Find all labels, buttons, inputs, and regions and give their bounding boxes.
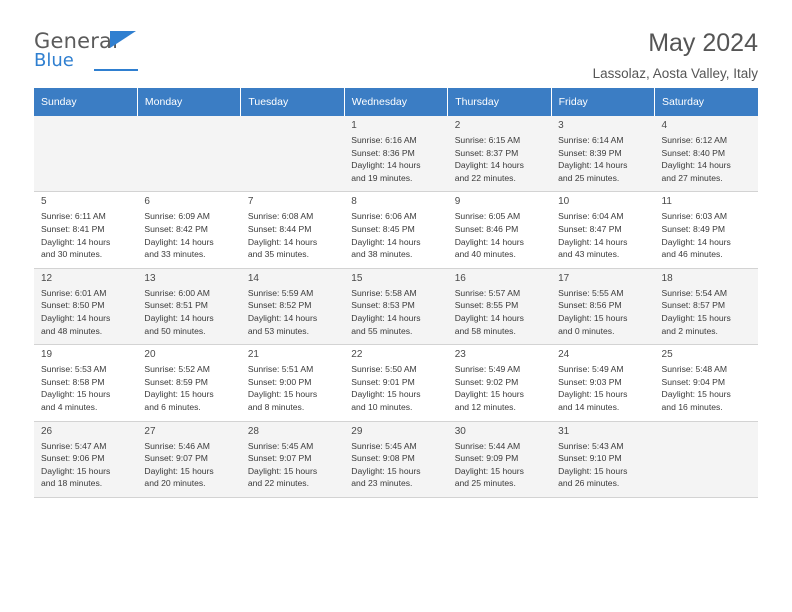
calendar-day-cell-empty xyxy=(241,116,344,192)
daylight-text: Daylight: 15 hours xyxy=(558,312,628,323)
sunrise-text: Sunrise: 6:06 AM xyxy=(351,211,417,222)
day-number: 20 xyxy=(144,349,156,361)
day-number: 17 xyxy=(558,272,570,284)
sunset-text: Sunset: 8:37 PM xyxy=(454,147,519,158)
sunset-text: Sunset: 8:51 PM xyxy=(144,300,208,311)
day-number: 30 xyxy=(454,425,466,437)
calendar-day-cell xyxy=(137,268,240,344)
sunset-text: Sunset: 8:36 PM xyxy=(351,147,415,158)
day-number: 10 xyxy=(558,196,570,208)
sunrise-text: Sunrise: 6:11 AM xyxy=(41,211,106,222)
daylight-text: and 10 minutes. xyxy=(351,401,413,412)
daylight-text: Daylight: 15 hours xyxy=(661,312,731,323)
sunset-text: Sunset: 8:52 PM xyxy=(247,300,312,311)
daylight-text: Daylight: 15 hours xyxy=(454,389,524,400)
daylight-text: and 33 minutes. xyxy=(144,249,206,260)
daylight-text: Daylight: 14 hours xyxy=(351,160,421,171)
day-number: 12 xyxy=(41,272,53,284)
calendar-day-cell xyxy=(551,116,654,192)
calendar-day-cell xyxy=(551,268,654,344)
daylight-text: Daylight: 15 hours xyxy=(454,465,524,476)
calendar-day-cell xyxy=(34,192,137,268)
calendar-body xyxy=(34,116,758,497)
calendar-week-row xyxy=(34,116,758,192)
daylight-text: and 2 minutes. xyxy=(661,325,718,336)
calendar-day-cell xyxy=(137,192,240,268)
calendar-day-cell xyxy=(655,345,758,421)
daylight-text: and 8 minutes. xyxy=(247,401,305,412)
daylight-text: and 20 minutes. xyxy=(144,478,206,489)
daylight-text: and 48 minutes. xyxy=(41,325,103,336)
day-number: 7 xyxy=(247,196,254,208)
sunset-text: Sunset: 9:02 PM xyxy=(454,376,519,387)
logo-text-blue: Blue xyxy=(34,50,74,71)
sunset-text: Sunset: 8:47 PM xyxy=(558,223,622,234)
sunrise-text: Sunrise: 5:47 AM xyxy=(41,440,107,451)
sunset-text: Sunset: 8:50 PM xyxy=(41,300,105,311)
sunset-text: Sunset: 9:10 PM xyxy=(558,453,622,464)
calendar-day-cell xyxy=(448,192,551,268)
sunrise-text: Sunrise: 6:16 AM xyxy=(351,135,417,145)
sunset-text: Sunset: 8:58 PM xyxy=(41,376,105,387)
calendar-week-row xyxy=(34,268,758,344)
weekday-header-tuesday: Tuesday xyxy=(241,88,344,116)
sunset-text: Sunset: 9:08 PM xyxy=(351,453,415,464)
calendar-day-cell xyxy=(241,192,344,268)
sunrise-text: Sunrise: 6:01 AM xyxy=(41,287,107,298)
daylight-text: and 22 minutes. xyxy=(454,172,516,183)
sunset-text: Sunset: 9:03 PM xyxy=(558,376,622,387)
calendar-day-cell xyxy=(34,421,137,497)
sunset-text: Sunset: 9:00 PM xyxy=(247,376,312,387)
daylight-text: Daylight: 15 hours xyxy=(144,389,214,400)
sunset-text: Sunset: 9:01 PM xyxy=(351,376,415,387)
sunset-text: Sunset: 8:45 PM xyxy=(351,223,415,234)
calendar-day-cell xyxy=(241,268,344,344)
daylight-text: and 43 minutes. xyxy=(558,249,620,260)
daylight-text: and 25 minutes. xyxy=(454,478,516,489)
sunset-text: Sunset: 8:44 PM xyxy=(247,223,312,234)
daylight-text: Daylight: 15 hours xyxy=(247,389,318,400)
day-number: 13 xyxy=(144,272,156,284)
daylight-text: and 55 minutes. xyxy=(351,325,413,336)
sunrise-text: Sunrise: 5:57 AM xyxy=(454,287,521,298)
daylight-text: Daylight: 14 hours xyxy=(558,236,628,247)
daylight-text: Daylight: 14 hours xyxy=(144,312,214,323)
daylight-text: and 26 minutes. xyxy=(558,478,620,489)
calendar-day-cell xyxy=(551,421,654,497)
daylight-text: Daylight: 14 hours xyxy=(41,312,111,323)
daylight-text: and 50 minutes. xyxy=(144,325,206,336)
daylight-text: Daylight: 14 hours xyxy=(454,312,524,323)
sunset-text: Sunset: 8:39 PM xyxy=(558,147,622,158)
weekday-header-monday: Monday xyxy=(137,88,240,116)
daylight-text: and 27 minutes. xyxy=(661,172,723,183)
calendar-day-cell xyxy=(241,345,344,421)
daylight-text: and 23 minutes. xyxy=(351,478,413,489)
sunset-text: Sunset: 9:07 PM xyxy=(247,453,312,464)
daylight-text: and 58 minutes. xyxy=(454,325,516,336)
day-number: 11 xyxy=(661,196,672,208)
weekday-header-row xyxy=(34,88,758,116)
calendar-day-cell xyxy=(448,268,551,344)
sunrise-text: Sunrise: 5:54 AM xyxy=(661,287,727,298)
calendar-day-cell xyxy=(655,116,758,192)
sunset-text: Sunset: 8:57 PM xyxy=(661,300,726,311)
calendar-day-cell xyxy=(34,268,137,344)
sunrise-text: Sunrise: 5:49 AM xyxy=(454,364,521,375)
sunrise-text: Sunrise: 5:43 AM xyxy=(558,440,624,451)
day-number: 8 xyxy=(351,196,357,208)
page-title: May 2024 xyxy=(648,29,758,57)
day-number: 24 xyxy=(558,349,570,361)
sunrise-text: Sunrise: 5:52 AM xyxy=(144,364,210,375)
sunset-text: Sunset: 9:04 PM xyxy=(661,376,726,387)
daylight-text: Daylight: 15 hours xyxy=(558,465,628,476)
calendar-day-cell xyxy=(448,421,551,497)
sunrise-text: Sunrise: 5:59 AM xyxy=(247,287,314,298)
day-number: 26 xyxy=(41,425,53,437)
daylight-text: Daylight: 14 hours xyxy=(247,312,318,323)
calendar-day-cell xyxy=(344,268,447,344)
sunrise-text: Sunrise: 6:12 AM xyxy=(661,135,727,145)
calendar-day-cell xyxy=(34,345,137,421)
daylight-text: Daylight: 15 hours xyxy=(41,465,111,476)
daylight-text: and 16 minutes. xyxy=(661,401,723,412)
daylight-text: Daylight: 15 hours xyxy=(661,389,731,400)
sunrise-text: Sunrise: 6:15 AM xyxy=(454,135,521,145)
day-number: 16 xyxy=(454,272,466,284)
sunset-text: Sunset: 9:06 PM xyxy=(41,453,105,464)
blue-flag-icon xyxy=(110,31,136,48)
sunrise-text: Sunrise: 5:48 AM xyxy=(661,364,727,375)
sunrise-text: Sunrise: 6:04 AM xyxy=(558,211,624,222)
daylight-text: Daylight: 15 hours xyxy=(351,465,421,476)
weekday-header-friday: Friday xyxy=(551,88,654,116)
day-number: 14 xyxy=(247,272,259,284)
daylight-text: and 22 minutes. xyxy=(247,478,309,489)
day-number: 28 xyxy=(247,425,259,437)
calendar-day-cell-empty xyxy=(137,116,240,192)
daylight-text: and 19 minutes. xyxy=(351,172,413,183)
sunrise-text: Sunrise: 5:58 AM xyxy=(351,287,417,298)
daylight-text: and 38 minutes. xyxy=(351,249,413,260)
daylight-text: Daylight: 14 hours xyxy=(247,236,318,247)
day-number: 23 xyxy=(454,349,466,361)
calendar-day-cell xyxy=(344,116,447,192)
sunrise-text: Sunrise: 6:09 AM xyxy=(144,211,210,222)
weekday-header-sunday: Sunday xyxy=(34,88,137,116)
daylight-text: and 35 minutes. xyxy=(247,249,309,260)
day-number: 2 xyxy=(454,120,461,131)
calendar-week-row xyxy=(34,192,758,268)
sunset-text: Sunset: 8:56 PM xyxy=(558,300,622,311)
sunrise-text: Sunrise: 5:44 AM xyxy=(454,440,521,451)
logo-text-general: General xyxy=(34,29,119,53)
calendar-week-row xyxy=(34,345,758,421)
logo[interactable] xyxy=(34,28,154,70)
sunrise-text: Sunrise: 5:51 AM xyxy=(247,364,314,375)
calendar-day-cell-empty xyxy=(655,421,758,497)
weekday-header-thursday: Thursday xyxy=(448,88,551,116)
daylight-text: and 53 minutes. xyxy=(247,325,309,336)
daylight-text: and 25 minutes. xyxy=(558,172,620,183)
daylight-text: Daylight: 14 hours xyxy=(351,236,421,247)
day-number: 31 xyxy=(558,425,570,437)
daylight-text: and 4 minutes. xyxy=(41,401,98,412)
sunrise-text: Sunrise: 5:45 AM xyxy=(351,440,417,451)
calendar-day-cell xyxy=(344,345,447,421)
daylight-text: Daylight: 15 hours xyxy=(247,465,318,476)
daylight-text: Daylight: 14 hours xyxy=(661,160,731,171)
daylight-text: Daylight: 15 hours xyxy=(144,465,214,476)
sunset-text: Sunset: 8:41 PM xyxy=(41,223,105,234)
daylight-text: and 40 minutes. xyxy=(454,249,516,260)
day-number: 3 xyxy=(558,120,564,131)
daylight-text: and 0 minutes. xyxy=(558,325,615,336)
calendar-day-cell xyxy=(137,421,240,497)
daylight-text: Daylight: 14 hours xyxy=(41,236,111,247)
daylight-text: and 30 minutes. xyxy=(41,249,103,260)
sunset-text: Sunset: 9:09 PM xyxy=(454,453,519,464)
daylight-text: Daylight: 14 hours xyxy=(454,236,524,247)
weekday-header-saturday: Saturday xyxy=(655,88,758,116)
sunrise-text: Sunrise: 5:55 AM xyxy=(558,287,624,298)
daylight-text: and 6 minutes. xyxy=(144,401,201,412)
day-number: 27 xyxy=(144,425,156,437)
calendar-day-cell xyxy=(655,268,758,344)
calendar-day-cell-empty xyxy=(34,116,137,192)
page-header xyxy=(34,0,758,81)
day-number: 19 xyxy=(41,349,53,361)
sunrise-text: Sunrise: 6:00 AM xyxy=(144,287,210,298)
sunrise-text: Sunrise: 6:08 AM xyxy=(247,211,314,222)
day-number: 15 xyxy=(351,272,363,284)
day-number: 29 xyxy=(351,425,363,437)
day-number: 1 xyxy=(351,120,357,131)
sunset-text: Sunset: 9:07 PM xyxy=(144,453,208,464)
calendar-day-cell xyxy=(137,345,240,421)
day-number: 21 xyxy=(247,349,259,361)
day-number: 22 xyxy=(351,349,363,361)
day-number: 6 xyxy=(144,196,150,208)
sunrise-text: Sunrise: 5:50 AM xyxy=(351,364,417,375)
daylight-text: Daylight: 14 hours xyxy=(558,160,628,171)
day-number: 9 xyxy=(454,196,461,208)
daylight-text: and 14 minutes. xyxy=(558,401,620,412)
daylight-text: Daylight: 14 hours xyxy=(144,236,214,247)
calendar-day-cell xyxy=(551,345,654,421)
daylight-text: Daylight: 15 hours xyxy=(558,389,628,400)
calendar-day-cell xyxy=(551,192,654,268)
day-number: 25 xyxy=(661,349,673,361)
daylight-text: Daylight: 14 hours xyxy=(661,236,731,247)
logo-underline xyxy=(94,69,138,71)
calendar-day-cell xyxy=(344,192,447,268)
calendar-day-cell xyxy=(241,421,344,497)
page-subtitle: Lassolaz, Aosta Valley, Italy xyxy=(592,66,758,81)
sunrise-text: Sunrise: 5:46 AM xyxy=(144,440,210,451)
sunrise-text: Sunrise: 6:03 AM xyxy=(661,211,727,222)
sunrise-sunset-calendar xyxy=(34,88,758,498)
day-number: 18 xyxy=(661,272,673,284)
daylight-text: Daylight: 14 hours xyxy=(454,160,524,171)
sunrise-text: Sunrise: 6:05 AM xyxy=(454,211,521,222)
daylight-text: and 12 minutes. xyxy=(454,401,516,412)
sunset-text: Sunset: 8:42 PM xyxy=(144,223,208,234)
day-number: 5 xyxy=(41,196,47,208)
sunset-text: Sunset: 8:40 PM xyxy=(661,147,726,158)
calendar-day-cell xyxy=(448,345,551,421)
calendar-week-row xyxy=(34,421,758,497)
sunset-text: Sunset: 8:59 PM xyxy=(144,376,208,387)
daylight-text: Daylight: 15 hours xyxy=(41,389,111,400)
title-block xyxy=(593,28,758,84)
day-number: 4 xyxy=(661,120,668,131)
daylight-text: and 46 minutes. xyxy=(661,249,723,260)
daylight-text: Daylight: 15 hours xyxy=(351,389,421,400)
sunrise-text: Sunrise: 5:53 AM xyxy=(41,364,107,375)
sunrise-text: Sunrise: 5:45 AM xyxy=(247,440,314,451)
calendar-day-cell xyxy=(344,421,447,497)
daylight-text: Daylight: 14 hours xyxy=(351,312,421,323)
sunset-text: Sunset: 8:55 PM xyxy=(454,300,519,311)
sunset-text: Sunset: 8:53 PM xyxy=(351,300,415,311)
weekday-header-wednesday: Wednesday xyxy=(344,88,447,116)
sunset-text: Sunset: 8:49 PM xyxy=(661,223,726,234)
sunset-text: Sunset: 8:46 PM xyxy=(454,223,519,234)
sunrise-text: Sunrise: 6:14 AM xyxy=(558,135,624,145)
calendar-day-cell xyxy=(655,192,758,268)
calendar-day-cell xyxy=(448,116,551,192)
daylight-text: and 18 minutes. xyxy=(41,478,103,489)
sunrise-text: Sunrise: 5:49 AM xyxy=(558,364,624,375)
